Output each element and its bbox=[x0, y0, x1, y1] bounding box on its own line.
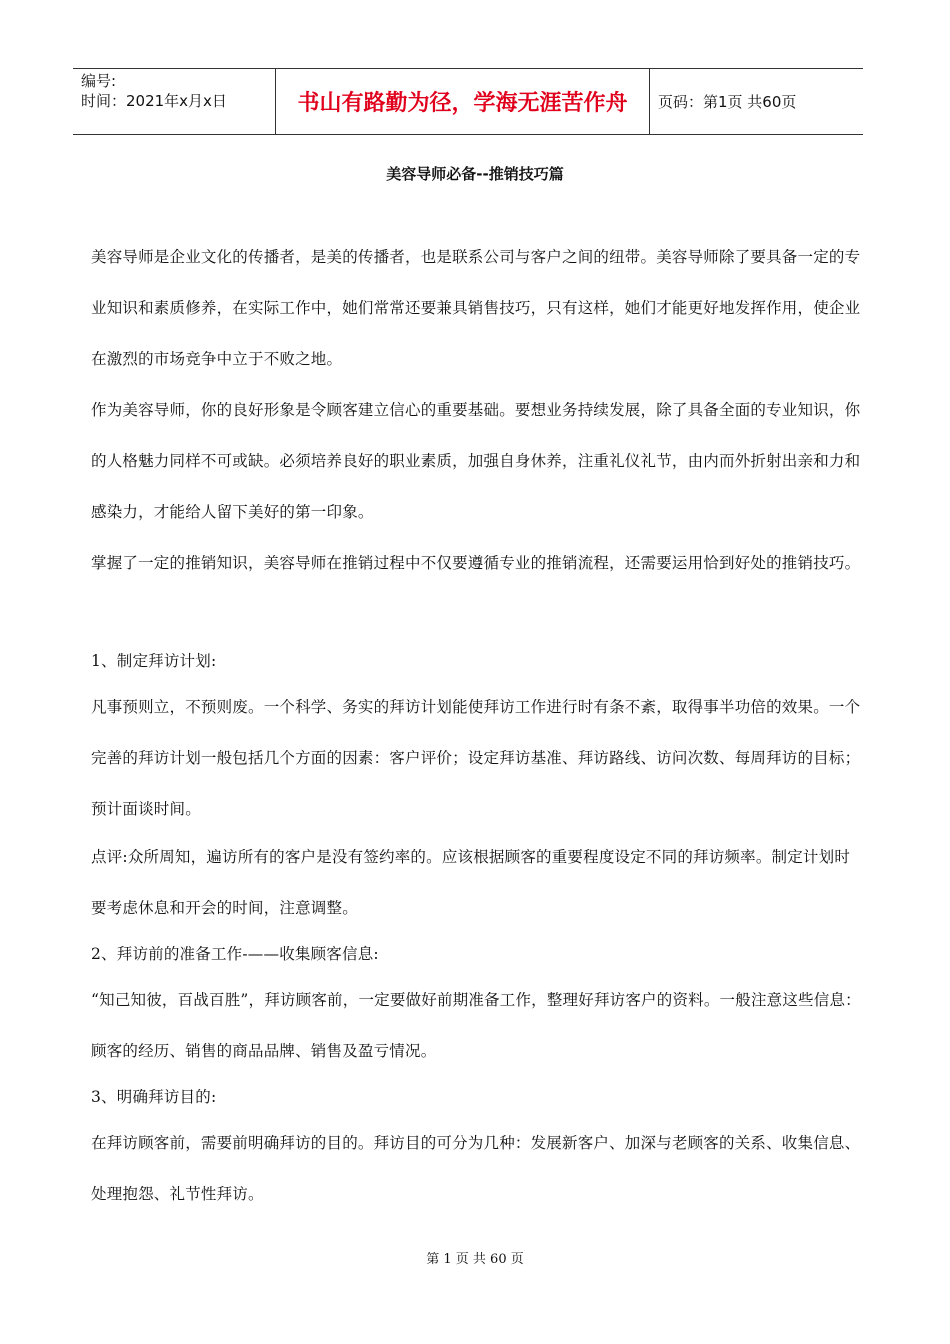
section-heading: 3、明确拜访目的: bbox=[91, 1088, 217, 1106]
paragraph: 在拜访顾客前，需要前明确拜访的目的。拜访目的可分为几种：发展新客户、加深与老顾客的关系、收集信息、处理抱怨、礼节性拜访。 bbox=[91, 1134, 861, 1203]
time-label: 时间：2021年x月x日 bbox=[81, 92, 227, 110]
document-title: 美容导师必备--推销技巧篇 bbox=[386, 165, 564, 183]
paragraph: 掌握了一定的推销知识，美容导师在推销过程中不仅要遵循专业的推销流程，还需要运用恰到好处的推销技巧。 bbox=[91, 554, 861, 572]
paragraph: “知己知彼，百战百胜”，拜访顾客前，一定要做好前期准备工作，整理好拜访客户的资料。一般注意这些信息：顾客的经历、销售的商品品牌、销售及盈亏情况。 bbox=[91, 991, 861, 1060]
page-header bbox=[73, 68, 863, 135]
header-left-cell bbox=[73, 69, 275, 134]
paragraph: 点评:众所周知，遍访所有的客户是没有签约率的。应该根据顾客的重要程度设定不同的拜访频率。制定计划时要考虑休息和开会的时间，注意调整。 bbox=[91, 848, 851, 917]
paragraph: 凡事预则立，不预则废。一个科学、务实的拜访计划能使拜访工作进行时有条不紊，取得事半功倍的效果。一个完善的拜访计划一般包括几个方面的因素：客户评价；设定拜访基准、拜访路线、访问次数、每周拜访的目标；预计面谈时间。 bbox=[91, 698, 861, 818]
section-heading: 2、拜访前的准备工作-——收集顾客信息: bbox=[91, 945, 379, 963]
page-footer: 第 1 页 共 60 页 bbox=[426, 1252, 524, 1267]
section-heading: 1、制定拜访计划: bbox=[91, 652, 217, 670]
number-label: 编号: bbox=[81, 72, 117, 90]
motto: 书山有路勤为径，学海无涯苦作舟 bbox=[275, 69, 650, 134]
paragraph: 美容导师是企业文化的传播者，是美的传播者，也是联系公司与客户之间的纽带。美容导师除了要具备一定的专业知识和素质修养，在实际工作中，她们常常还要兼具销售技巧，只有这样，她们才能更好地发挥作用，使企业在激烈的市场竞争中立于不败之地。 bbox=[91, 248, 861, 368]
page-info: 页码：第1页 共60页 bbox=[658, 93, 797, 111]
paragraph: 作为美容导师，你的良好形象是令顾客建立信心的重要基础。要想业务持续发展，除了具备全面的专业知识，你的人格魅力同样不可或缺。必须培养良好的职业素质，加强自身休养，注重礼仪礼节，由内而外折射出亲和力和感染力，才能给人留下美好的第一印象。 bbox=[91, 401, 861, 521]
